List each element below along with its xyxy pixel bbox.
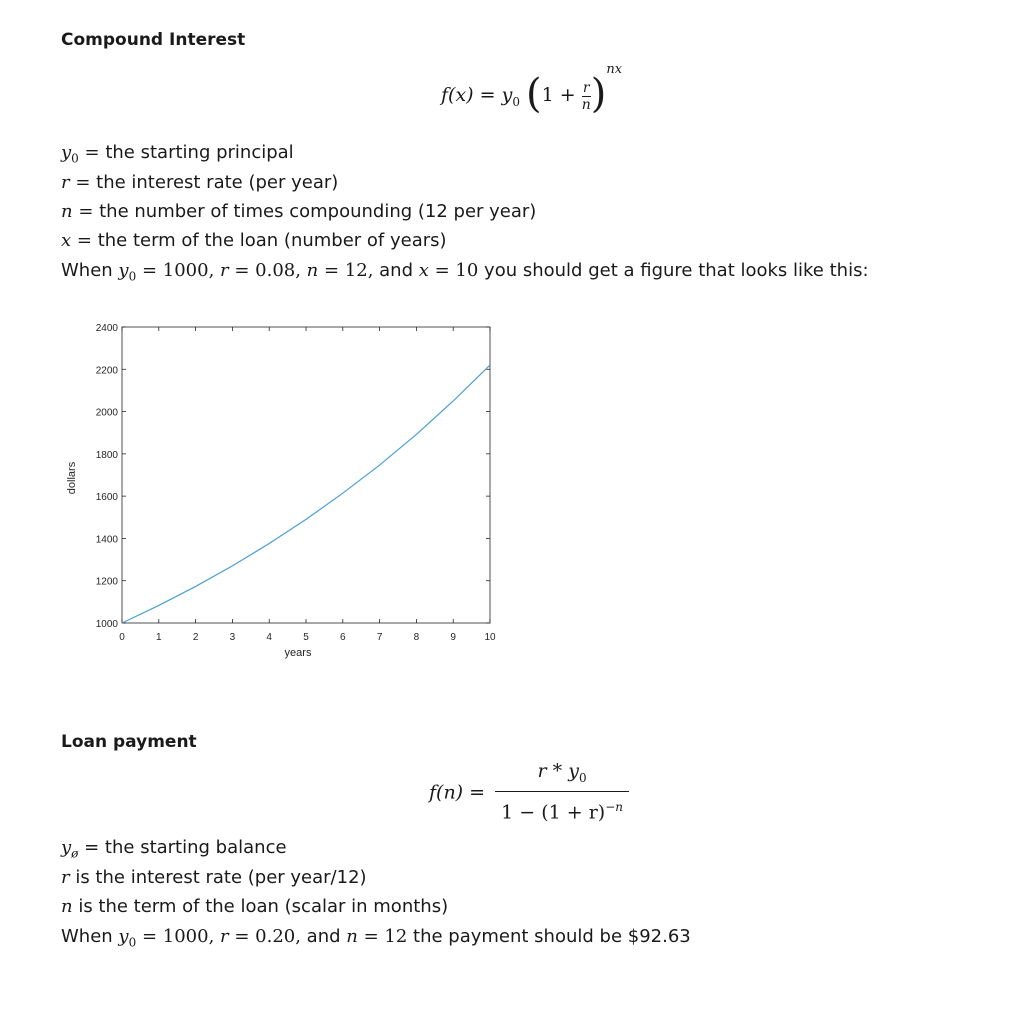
x-tick-label: 7	[376, 632, 383, 643]
compound-heading: Compound Interest	[61, 30, 246, 50]
y-tick-label: 1600	[95, 492, 118, 504]
loan-formula	[429, 758, 629, 827]
formula-fraction: $\frac{r}{n}$	[581, 79, 591, 113]
x-tick-label: 8	[413, 632, 420, 643]
formula-sub: 0	[512, 94, 520, 109]
y-tick-label: 1400	[95, 534, 118, 546]
loan-def-rate: r is the interest rate (per year/12)	[61, 867, 367, 888]
loan-when-line: When $y_0 = 1000$, r = 0.20, and n = 12 the payment should be $92.63	[61, 926, 691, 950]
y-tick-label: 1800	[95, 449, 118, 461]
x-tick-label: 3	[229, 632, 236, 643]
def-term: x = the term of the loan (number of years)	[61, 230, 447, 251]
compound-when-line: When $y_0 = 1000$, r = 0.08, n = 12, and x = 10 you should get a figure that looks like this:	[61, 260, 869, 284]
def-principal: $y_0$ = the starting principal	[61, 142, 294, 166]
loan-def-term: n is the term of the loan (scalar in months)	[61, 896, 449, 917]
def-compounding: n = the number of times compounding (12 per year)	[61, 201, 537, 222]
x-axis-label: years	[284, 647, 312, 659]
y-tick-label: 1200	[95, 576, 118, 588]
y-tick-label: 2000	[95, 407, 118, 419]
loan-heading: Loan payment	[61, 732, 197, 752]
plot-frame	[122, 327, 490, 623]
x-tick-label: 6	[340, 632, 346, 643]
formula-exponent: nx	[606, 62, 623, 77]
loan-formula-fraction: $\frac{r * y_0}{1 - (1 + r)^{-n}}$	[495, 758, 629, 827]
y-tick-label: 1000	[95, 619, 118, 630]
x-tick-label: 0	[119, 632, 125, 643]
formula-lhs: f(x) = y	[441, 84, 513, 106]
x-tick-label: 2	[192, 632, 199, 643]
x-tick-label: 1	[156, 632, 162, 643]
y-tick-label: 2200	[95, 365, 118, 377]
loan-def-balance: $y_ø$ = the starting balance	[61, 837, 287, 861]
loan-formula-lhs: f(n) =	[429, 781, 486, 804]
y-axis-label: dollars	[66, 461, 78, 495]
x-tick-label: 9	[450, 632, 456, 643]
x-tick-label: 5	[303, 632, 309, 643]
x-tick-label: 4	[266, 632, 272, 643]
x-tick-label: 10	[484, 632, 496, 643]
compound-formula: $f(x) = y_0$ (1 + $\frac{r}{n}$ )$^{nx}$	[441, 62, 623, 117]
y-tick-label: 2400	[95, 323, 118, 334]
def-rate: r = the interest rate (per year)	[61, 172, 339, 193]
formula-one-plus: 1 +	[541, 84, 576, 106]
